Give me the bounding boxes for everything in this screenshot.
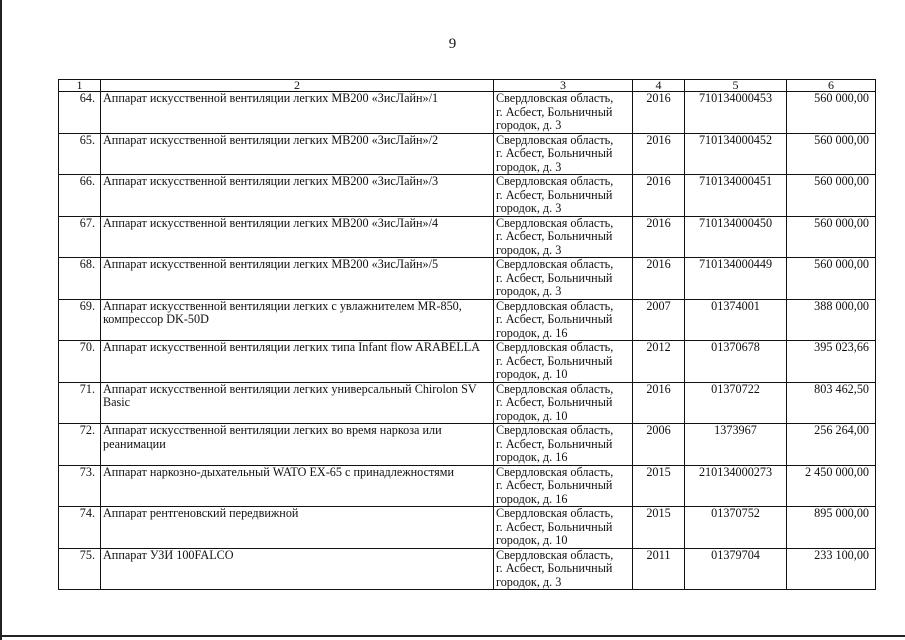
row-number: 65. (59, 133, 101, 175)
item-address (494, 175, 633, 217)
item-year: 2007 (633, 299, 685, 341)
item-inventory-number: 01370722 (685, 382, 787, 424)
item-cost: 2 450 000,00 (787, 465, 876, 507)
property-table (58, 79, 876, 590)
row-number: 71. (59, 382, 101, 424)
item-name: Аппарат искусственной вентиляции легких MB200 «ЗисЛайн»/1 (101, 92, 494, 134)
address-line: городок, д. 3 (496, 159, 562, 174)
table-row (59, 175, 876, 217)
address-line: Свердловская область, (496, 548, 614, 562)
address-line: г. Асбест, Больничный (496, 229, 613, 243)
item-address (494, 92, 633, 134)
table-body (59, 92, 876, 590)
table-row (59, 92, 876, 134)
table-row (59, 299, 876, 341)
address-line: г. Асбест, Больничный (496, 353, 613, 368)
row-number: 73. (59, 465, 101, 507)
item-year: 2012 (633, 341, 685, 383)
row-number: 64. (59, 92, 101, 134)
table-row (59, 465, 876, 507)
item-name: Аппарат наркозно-дыхательный WATO EX-65 с принадлежностями (101, 465, 494, 507)
item-year: 2016 (633, 175, 685, 217)
address-line: городок, д. 16 (496, 325, 568, 340)
item-address (494, 341, 633, 383)
item-cost: 560 000,00 (787, 175, 876, 217)
item-address (494, 299, 633, 341)
item-cost: 256 264,00 (787, 424, 876, 466)
address-line: г. Асбест, Больничный (496, 146, 613, 160)
item-cost: 560 000,00 (787, 92, 876, 134)
row-number: 67. (59, 216, 101, 258)
address-line: городок, д. 16 (496, 491, 568, 506)
item-cost: 560 000,00 (787, 133, 876, 175)
item-name: Аппарат искусственной вентиляции легких MB200 «ЗисЛайн»/2 (101, 133, 494, 175)
address-line: г. Асбест, Больничный (496, 187, 613, 202)
item-cost: 803 462,50 (787, 382, 876, 424)
address-line: г. Асбест, Больничный (496, 561, 613, 575)
item-cost: 388 000,00 (787, 299, 876, 341)
address-line: городок, д. 3 (496, 284, 562, 298)
row-number: 66. (59, 175, 101, 217)
address-line: г. Асбест, Больничный (496, 478, 613, 492)
item-year: 2015 (633, 465, 685, 507)
item-name: Аппарат искусственной вентиляции легких универсальный Chirolon SV Basic (101, 382, 494, 424)
item-cost: 233 100,00 (787, 548, 876, 590)
header-col-6: 6 (787, 80, 876, 92)
address-line: городок, д. 3 (496, 574, 562, 589)
page-bottom-border (0, 635, 905, 637)
row-number: 68. (59, 258, 101, 300)
table-row (59, 507, 876, 549)
table-header-row (59, 80, 876, 92)
item-inventory-number: 710134000450 (685, 216, 787, 258)
address-line: городок, д. 3 (496, 118, 562, 132)
item-address (494, 258, 633, 300)
item-inventory-number: 01374001 (685, 299, 787, 341)
item-year: 2011 (633, 548, 685, 590)
item-year: 2016 (633, 216, 685, 258)
table-row (59, 341, 876, 383)
row-number: 70. (59, 341, 101, 383)
table-row (59, 382, 876, 424)
address-line: Свердловская область, (496, 257, 614, 271)
item-inventory-number: 01379704 (685, 548, 787, 590)
address-line: г. Асбест, Больничный (496, 270, 613, 285)
page-number: 9 (448, 36, 457, 52)
item-cost: 895 000,00 (787, 507, 876, 549)
item-address (494, 507, 633, 549)
item-name: Аппарат искусственной вентиляции легких MB200 «ЗисЛайн»/3 (101, 175, 494, 217)
item-name: Аппарат искусственной вентиляции легких MB200 «ЗисЛайн»/4 (101, 216, 494, 258)
header-col-1: 1 (59, 80, 101, 92)
address-line: городок, д. 10 (496, 367, 568, 381)
item-name: Аппарат УЗИ 100FALCO (101, 548, 494, 590)
item-name: Аппарат искусственной вентиляции легких типа Infant flow ARABELLA (101, 341, 494, 383)
address-line: г. Асбест, Больничный (496, 395, 613, 409)
item-inventory-number: 210134000273 (685, 465, 787, 507)
item-year: 2016 (633, 258, 685, 300)
item-inventory-number: 01370752 (685, 507, 787, 549)
item-inventory-number: 01370678 (685, 341, 787, 383)
item-inventory-number: 710134000452 (685, 133, 787, 175)
address-line: Свердловская область, (496, 91, 614, 105)
item-address (494, 216, 633, 258)
item-cost: 395 023,66 (787, 341, 876, 383)
item-inventory-number: 1373967 (685, 424, 787, 466)
address-line: г. Асбест, Больничный (496, 519, 613, 534)
address-line: Свердловская область, (496, 382, 614, 396)
address-line: городок, д. 10 (496, 533, 568, 547)
address-line: Свердловская область, (496, 216, 614, 230)
item-year: 2016 (633, 92, 685, 134)
item-year: 2016 (633, 133, 685, 175)
address-line: городок, д. 10 (496, 408, 568, 423)
item-address (494, 424, 633, 466)
item-cost: 560 000,00 (787, 258, 876, 300)
item-inventory-number: 710134000451 (685, 175, 787, 217)
header-col-2: 2 (101, 80, 494, 92)
item-name: Аппарат искусственной вентиляции легких с увлажнителем MR-850, компрессор DK-50D (101, 299, 494, 341)
item-year: 2015 (633, 507, 685, 549)
address-line: городок, д. 3 (496, 242, 562, 257)
row-number: 75. (59, 548, 101, 590)
address-line: Свердловская область, (496, 299, 614, 313)
page-left-border (0, 0, 2, 640)
address-line: г. Асбест, Больничный (496, 104, 613, 119)
row-number: 72. (59, 424, 101, 466)
address-line: Свердловская область, (496, 340, 614, 354)
address-line: г. Асбест, Больничный (496, 312, 613, 326)
item-address (494, 548, 633, 590)
item-year: 2006 (633, 424, 685, 466)
item-name: Аппарат искусственной вентиляции легких MB200 «ЗисЛайн»/5 (101, 258, 494, 300)
table-row (59, 216, 876, 258)
item-address (494, 465, 633, 507)
item-inventory-number: 710134000453 (685, 92, 787, 134)
item-address (494, 382, 633, 424)
header-col-5: 5 (685, 80, 787, 92)
address-line: г. Асбест, Больничный (496, 436, 613, 451)
table-row (59, 548, 876, 590)
item-name: Аппарат рентгеновский передвижной (101, 507, 494, 549)
row-number: 74. (59, 507, 101, 549)
table-row (59, 424, 876, 466)
address-line: Свердловская область, (496, 174, 614, 188)
table-row (59, 258, 876, 300)
table-row (59, 133, 876, 175)
address-line: городок, д. 16 (496, 450, 568, 464)
header-col-3: 3 (494, 80, 633, 92)
row-number: 69. (59, 299, 101, 341)
item-cost: 560 000,00 (787, 216, 876, 258)
header-col-4: 4 (633, 80, 685, 92)
address-line: городок, д. 3 (496, 201, 562, 215)
item-address (494, 133, 633, 175)
address-line: Свердловская область, (496, 506, 614, 520)
address-line: Свердловская область, (496, 465, 614, 479)
address-line: Свердловская область, (496, 133, 614, 147)
item-inventory-number: 710134000449 (685, 258, 787, 300)
item-year: 2016 (633, 382, 685, 424)
address-line: Свердловская область, (496, 423, 614, 437)
item-name: Аппарат искусственной вентиляции легких во время наркоза или реанимации (101, 424, 494, 466)
